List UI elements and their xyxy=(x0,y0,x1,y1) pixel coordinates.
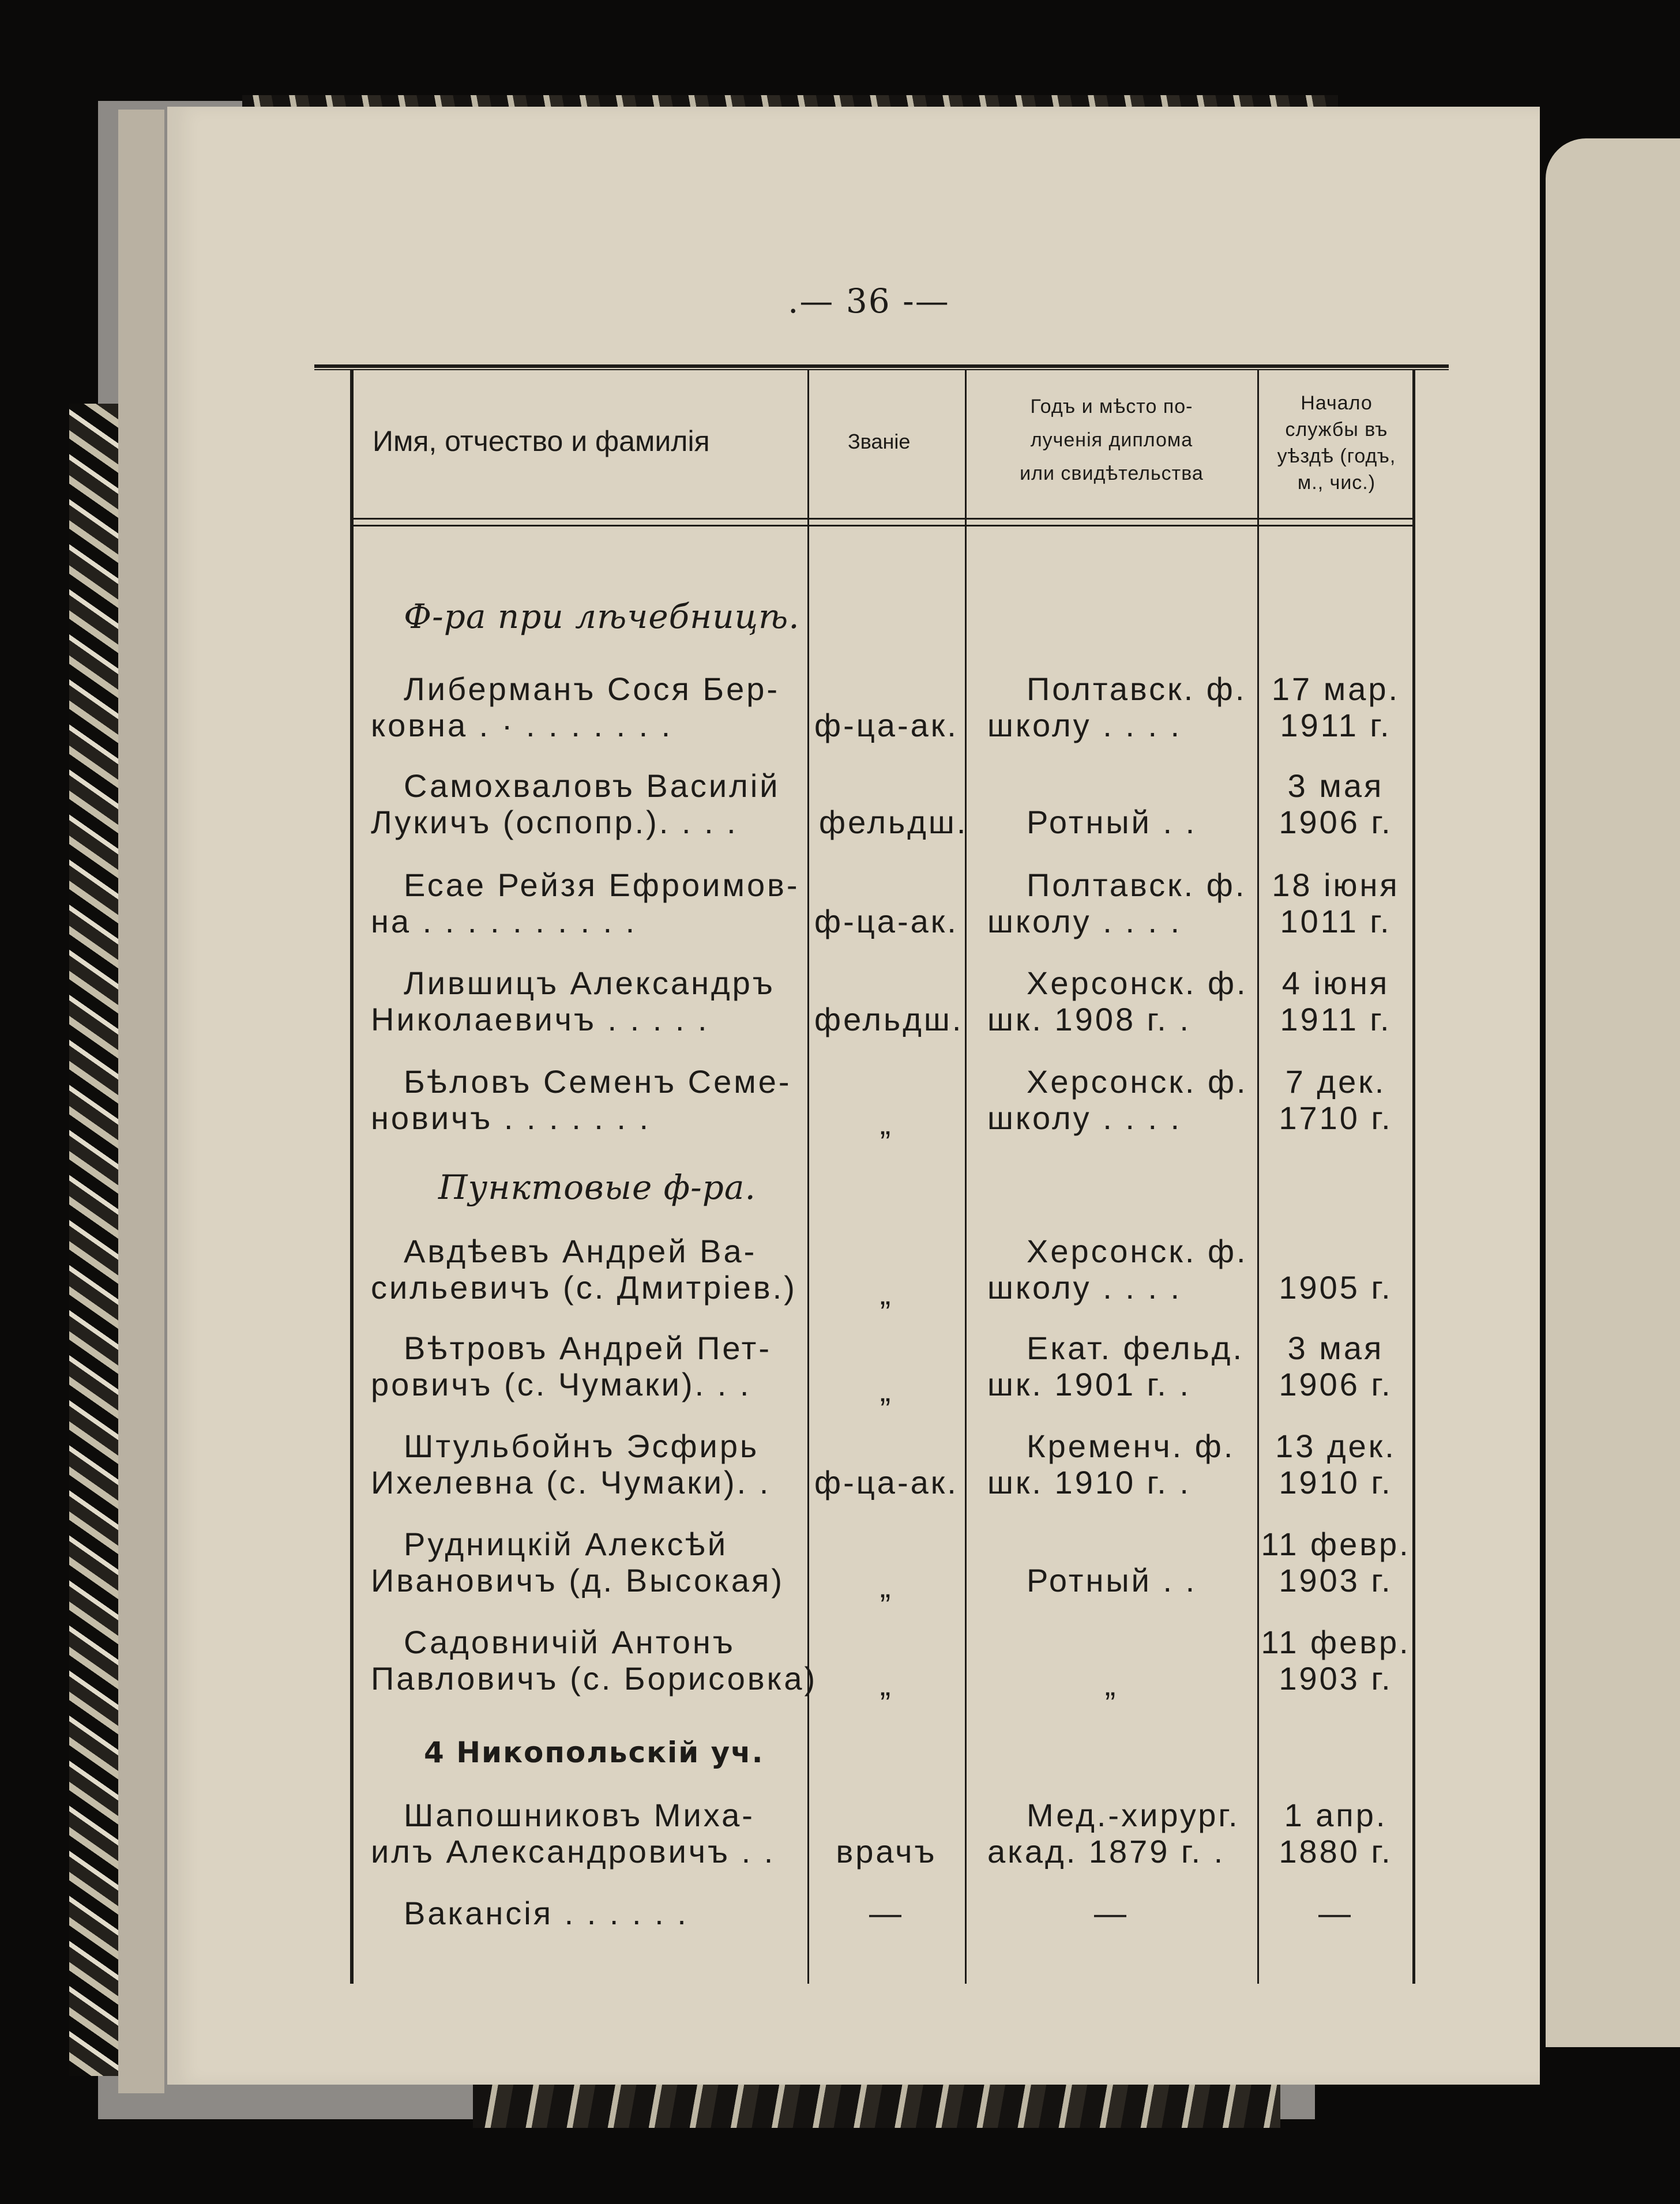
service-line: 3 мая xyxy=(1287,1330,1384,1366)
name-line: Рудницкій Алексѣй xyxy=(404,1526,728,1562)
diploma-line: Полтавск. ф. xyxy=(1027,671,1247,707)
section-title: Ф-ра при лѣчебницѣ. xyxy=(404,597,800,636)
service-line: 1011 г. xyxy=(1280,903,1392,939)
name-line: сильевичъ (с. Дмитріев.) xyxy=(371,1269,797,1306)
name-line: Шапошниковъ Миха- xyxy=(404,1797,755,1833)
diploma-line: школу . . . . xyxy=(987,903,1182,939)
diploma-line: Мед.-хирург. xyxy=(1027,1797,1240,1833)
service-line: 1911 г. xyxy=(1280,707,1392,743)
name-line: Штульбойнъ Эсфирь xyxy=(404,1428,760,1464)
rank-cell: врачъ xyxy=(836,1833,937,1870)
marbled-cover-bottom xyxy=(473,2082,1280,2128)
diploma-line: Ротный . . xyxy=(1027,804,1197,840)
diploma-line: Полтавск. ф. xyxy=(1027,867,1247,903)
rank-cell: „ xyxy=(880,1275,893,1311)
name-line: Павловичъ (с. Борисовка) xyxy=(371,1660,818,1697)
col-divider-3 xyxy=(1257,369,1259,1984)
header-diploma: Годъ и мѣсто по- лученія диплома или свидѣтельства xyxy=(1020,396,1204,484)
col-divider-1 xyxy=(807,369,809,1984)
rank-cell: „ xyxy=(880,1666,893,1702)
service-line: 18 іюня xyxy=(1272,867,1400,903)
service-line: 4 іюня xyxy=(1281,965,1390,1001)
service-line: 7 дек. xyxy=(1285,1063,1386,1100)
name-line: Самохваловъ Василій xyxy=(404,768,780,804)
diploma-line: шк. 1910 г. . xyxy=(987,1464,1191,1500)
service-line: 1880 г. xyxy=(1279,1833,1393,1870)
header-rule-1 xyxy=(353,518,1413,520)
header-service: Начало службы въ уѣздѣ (годъ, м., чис.) xyxy=(1277,392,1396,494)
service-line: 11 февр. xyxy=(1261,1624,1411,1660)
name-line: Лукичъ (оспопр.). . . . xyxy=(371,804,738,840)
diploma-line: школу . . . . xyxy=(987,707,1182,743)
diploma-line: шк. 1908 г. . xyxy=(987,1001,1191,1037)
service-line: 1903 г. xyxy=(1279,1660,1393,1697)
name-line: Вакансія . . . . . . xyxy=(404,1895,689,1931)
diploma-line: Кременч. ф. xyxy=(1027,1428,1235,1464)
rank-cell: фельдш. xyxy=(814,1001,964,1037)
name-line: ковна . · . . . . . . . xyxy=(371,707,673,743)
diploma-line: Херсонск. ф. xyxy=(1027,1233,1248,1269)
service-line: 1910 г. xyxy=(1279,1464,1393,1500)
diploma-line: акад. 1879 г. . xyxy=(987,1833,1226,1870)
service-line: 13 дек. xyxy=(1275,1428,1396,1464)
name-line: Вѣтровъ Андрей Пет- xyxy=(404,1330,772,1366)
name-line: Бѣловъ Семенъ Семе- xyxy=(404,1063,792,1100)
diploma-line: Ротный . . xyxy=(1027,1562,1197,1599)
diploma-line: Херсонск. ф. xyxy=(1027,965,1248,1001)
service-line: — xyxy=(1318,1895,1353,1931)
name-line: Ихелевна (с. Чумаки). . xyxy=(371,1464,771,1500)
name-line: Авдѣевъ Андрей Ва- xyxy=(404,1233,757,1269)
rank-cell: — xyxy=(869,1895,904,1931)
header-rule-2 xyxy=(353,525,1413,526)
diploma-line: шк. 1901 г. . xyxy=(987,1366,1191,1402)
service-line: 17 мар. xyxy=(1271,671,1400,707)
page-number: .— 36 -— xyxy=(788,281,950,321)
name-line: Есае Рейзя Ефроимов- xyxy=(404,867,800,903)
rank-cell: фельдш. xyxy=(819,804,968,840)
section-title: Пунктовые ф-ра. xyxy=(438,1168,756,1207)
service-line: 11 февр. xyxy=(1261,1526,1411,1562)
rank-cell: „ xyxy=(880,1568,893,1604)
diploma-line: Екат. фельд. xyxy=(1027,1330,1244,1366)
service-line: 1905 г. xyxy=(1279,1269,1393,1306)
name-line: новичъ . . . . . . . xyxy=(371,1100,651,1136)
top-rule-thin xyxy=(314,369,1449,370)
diploma-line: „ xyxy=(1104,1666,1118,1702)
page-edges xyxy=(118,110,164,2093)
service-line: 1903 г. xyxy=(1279,1562,1393,1599)
rank-cell: ф-ца-ак. xyxy=(814,903,959,939)
service-line: 1710 г. xyxy=(1279,1100,1393,1136)
table-left-border xyxy=(350,369,354,1984)
rank-cell: ф-ца-ак. xyxy=(814,707,959,743)
top-rule xyxy=(314,364,1449,368)
name-line: на . . . . . . . . . . xyxy=(371,903,637,939)
table-right-border xyxy=(1412,369,1415,1984)
name-line: Садовничій Антонъ xyxy=(404,1624,735,1660)
name-line: ровичъ (с. Чумаки). . . xyxy=(371,1366,751,1402)
service-line: 1 апр. xyxy=(1284,1797,1388,1833)
name-line: Либерманъ Сося Бер- xyxy=(404,671,780,707)
service-line: 1906 г. xyxy=(1279,804,1393,840)
name-line: илъ Александровичъ . . xyxy=(371,1833,776,1870)
rank-cell: „ xyxy=(880,1105,893,1141)
facing-page xyxy=(1546,138,1680,2047)
service-line: 1906 г. xyxy=(1279,1366,1393,1402)
name-line: Лившицъ Александръ xyxy=(404,965,775,1001)
service-line: 3 мая xyxy=(1287,768,1384,804)
name-line: Ивановичъ (д. Высокая) xyxy=(371,1562,785,1599)
diploma-line: — xyxy=(1094,1895,1129,1931)
rank-cell: „ xyxy=(880,1372,893,1408)
rank-cell: ф-ца-ак. xyxy=(814,1464,959,1500)
service-line: 1911 г. xyxy=(1280,1001,1392,1037)
header-rank: Званіе xyxy=(848,430,911,453)
diploma-line: школу . . . . xyxy=(987,1100,1182,1136)
section-title: 4 Никопольскій уч. xyxy=(424,1736,764,1769)
col-divider-2 xyxy=(965,369,967,1984)
header-name: Имя, отчество и фамилія xyxy=(373,425,710,457)
diploma-line: школу . . . . xyxy=(987,1269,1182,1306)
name-line: Николаевичъ . . . . . xyxy=(371,1001,709,1037)
diploma-line: Херсонск. ф. xyxy=(1027,1063,1248,1100)
